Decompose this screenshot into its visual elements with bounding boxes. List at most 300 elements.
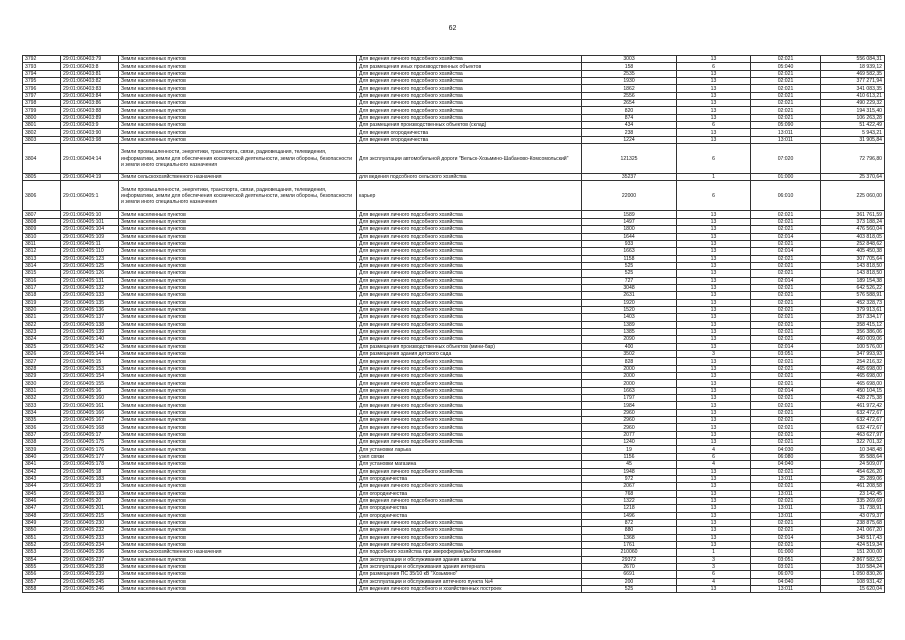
area-cell: 1984 (582, 402, 677, 409)
zone-cell: 13 (677, 475, 751, 482)
cadastral-value-cell: 43 079,37 (821, 512, 885, 519)
zone-cell: 13 (677, 262, 751, 269)
row-number-cell: 3845 (23, 490, 61, 497)
zone-cell: 13 (677, 387, 751, 394)
area-cell: 2960 (582, 417, 677, 424)
cadastral-number-cell: 29:01:060403:86 (61, 100, 119, 107)
row-number-cell: 3819 (23, 299, 61, 306)
use-code-cell: 01:000 (751, 549, 821, 556)
land-category-cell: Земли населенных пунктов (119, 299, 357, 306)
use-code-cell: 02:014 (751, 343, 821, 350)
cadastral-value-cell: 23 142,45 (821, 490, 885, 497)
area-cell: 2000 (582, 365, 677, 372)
permitted-use-cell: Для ведения личного подсобного хозяйства (357, 262, 582, 269)
zone-cell: 13 (677, 306, 751, 313)
land-category-cell: Земли населенных пунктов (119, 395, 357, 402)
use-code-cell: 02:021 (751, 527, 821, 534)
cadastral-number-cell: 29:01:060405:110 (61, 248, 119, 255)
area-cell: 1385 (582, 328, 677, 335)
use-code-cell: 02:021 (751, 468, 821, 475)
table-row (23, 534, 885, 541)
row-number-cell: 3853 (23, 549, 61, 556)
land-category-cell: Земли населенных пунктов (119, 475, 357, 482)
table-row (23, 424, 885, 431)
zone-cell: 13 (677, 100, 751, 107)
cadastral-value-cell: 225 060,00 (821, 181, 885, 211)
permitted-use-cell: узел связи (357, 453, 582, 460)
cadastral-number-cell: 29:01:060405:193 (61, 490, 119, 497)
use-code-cell: 01:000 (751, 174, 821, 181)
cadastral-number-cell: 29:01:060405:238 (61, 563, 119, 570)
use-code-cell: 02:021 (751, 395, 821, 402)
land-category-cell: Земли населенных пунктов (119, 314, 357, 321)
cadastral-number-cell: 29:01:060405:19 (61, 483, 119, 490)
use-code-cell: 13:011 (751, 512, 821, 519)
permitted-use-cell: Для ведения личного подсобного хозяйства (357, 211, 582, 218)
row-number-cell: 3812 (23, 248, 61, 255)
use-code-cell: 02:014 (751, 233, 821, 240)
permitted-use-cell: Для ведения личного подсобного хозяйства (357, 483, 582, 490)
table-row (23, 541, 885, 548)
area-cell: 2090 (582, 336, 677, 343)
area-cell: 1403 (582, 314, 677, 321)
use-code-cell: 02:021 (751, 306, 821, 313)
area-cell: 1158 (582, 255, 677, 262)
land-category-cell: Земли населенных пунктов (119, 578, 357, 585)
cadastral-value-cell: 450 104,15 (821, 387, 885, 394)
land-category-cell: Земли населенных пунктов (119, 586, 357, 593)
use-code-cell: 02:021 (751, 358, 821, 365)
cadastral-number-cell: 29:01:060405:18 (61, 468, 119, 475)
permitted-use-cell: Для ведения личного подсобного хозяйства (357, 233, 582, 240)
table-row (23, 129, 885, 136)
cadastral-value-cell: 576 588,91 (821, 292, 885, 299)
table-row (23, 351, 885, 358)
row-number-cell: 3816 (23, 277, 61, 284)
land-category-cell: Земли промышленности, энергетики, транспорта, связи, радиовещания, телевидения, информатики, земли для обеспечения космической деятельности, земли обороны, безопасности и земли иного специального назначения (119, 144, 357, 174)
land-registry-table (22, 55, 885, 593)
cadastral-value-cell: 373 188,24 (821, 218, 885, 225)
row-number-cell: 3800 (23, 114, 61, 121)
land-category-cell: Земли населенных пунктов (119, 468, 357, 475)
cadastral-number-cell: 29:01:060405:133 (61, 292, 119, 299)
area-cell: 1862 (582, 85, 677, 92)
cadastral-number-cell: 29:01:060405:230 (61, 519, 119, 526)
zone-cell: 13 (677, 233, 751, 240)
permitted-use-cell: Для подсобного хозяйства при звероферме/рыбопитомнике (357, 549, 582, 556)
permitted-use-cell: Для размещения производственных объектов (склад) (357, 122, 582, 129)
cadastral-value-cell: 465 698,00 (821, 365, 885, 372)
use-code-cell: 06:070 (751, 571, 821, 578)
table-row (23, 328, 885, 335)
area-cell: 45 (582, 461, 677, 468)
permitted-use-cell: Для ведения личного подсобного хозяйства (357, 114, 582, 121)
cadastral-value-cell: 307 705,64 (821, 255, 885, 262)
use-code-cell: 07:020 (751, 144, 821, 174)
area-cell: 2670 (582, 563, 677, 570)
permitted-use-cell: Для ведения личного подсобного хозяйства (357, 56, 582, 63)
area-cell: 1663 (582, 387, 677, 394)
land-category-cell: Земли населенных пунктов (119, 321, 357, 328)
area-cell: 1920 (582, 299, 677, 306)
zone-cell: 13 (677, 321, 751, 328)
zone-cell: 13 (677, 218, 751, 225)
table-row (23, 578, 885, 585)
land-category-cell: Земли населенных пунктов (119, 563, 357, 570)
use-code-cell: 02:021 (751, 380, 821, 387)
table-row (23, 292, 885, 299)
area-cell: 820 (582, 107, 677, 114)
permitted-use-cell: Для ведения личного подсобного хозяйства (357, 358, 582, 365)
row-number-cell: 3834 (23, 409, 61, 416)
cadastral-number-cell: 29:01:060405:135 (61, 299, 119, 306)
zone-cell: 13 (677, 299, 751, 306)
zone-cell: 13 (677, 56, 751, 63)
land-category-cell: Земли населенных пунктов (119, 226, 357, 233)
area-cell: 19 (582, 446, 677, 453)
land-category-cell: Земли населенных пунктов (119, 284, 357, 291)
cadastral-value-cell: 465 698,00 (821, 373, 885, 380)
table-row (23, 512, 885, 519)
table-row (23, 56, 885, 63)
cadastral-number-cell: 29:01:060405:136 (61, 306, 119, 313)
cadastral-number-cell: 29:01:060405:183 (61, 475, 119, 482)
cadastral-value-cell: 254 216,32 (821, 358, 885, 365)
permitted-use-cell: Для ведения личного подсобного хозяйства (357, 314, 582, 321)
table-row (23, 343, 885, 350)
table-row (23, 114, 885, 121)
area-cell: 1156 (582, 453, 677, 460)
cadastral-value-cell: 347 993,93 (821, 351, 885, 358)
area-cell: 1797 (582, 395, 677, 402)
cadastral-number-cell: 29:01:060403:88 (61, 107, 119, 114)
cadastral-value-cell: 106 263,28 (821, 114, 885, 121)
area-cell: 2960 (582, 424, 677, 431)
land-category-cell: Земли населенных пунктов (119, 490, 357, 497)
cadastral-number-cell: 29:01:060405:15 (61, 358, 119, 365)
table-row (23, 181, 885, 211)
land-category-cell: Земли сельскохозяйственного назначения (119, 549, 357, 556)
permitted-use-cell: Для ведения личного подсобного хозяйства (357, 417, 582, 424)
cadastral-value-cell: 476 560,04 (821, 226, 885, 233)
zone-cell: 13 (677, 380, 751, 387)
zone-cell: 13 (677, 248, 751, 255)
cadastral-number-cell: 29:01:060405:153 (61, 365, 119, 372)
area-cell: 1930 (582, 78, 677, 85)
zone-cell: 13 (677, 136, 751, 143)
row-number-cell: 3832 (23, 395, 61, 402)
cadastral-number-cell: 29:01:060405:138 (61, 321, 119, 328)
zone-cell: 13 (677, 424, 751, 431)
cadastral-value-cell: 25 289,06 (821, 475, 885, 482)
row-number-cell: 3820 (23, 306, 61, 313)
cadastral-value-cell: 358 415,12 (821, 321, 885, 328)
zone-cell: 1 (677, 174, 751, 181)
area-cell: 1761 (582, 541, 677, 548)
land-category-cell: Земли населенных пунктов (119, 556, 357, 563)
table-row (23, 527, 885, 534)
table-row (23, 248, 885, 255)
use-code-cell: 05:090 (751, 122, 821, 129)
cadastral-value-cell: 31 738,91 (821, 505, 885, 512)
use-code-cell: 02:021 (751, 284, 821, 291)
row-number-cell: 3854 (23, 556, 61, 563)
land-category-cell: Земли населенных пунктов (119, 497, 357, 504)
land-category-cell: Земли населенных пунктов (119, 100, 357, 107)
table-row (23, 468, 885, 475)
use-code-cell: 04:030 (751, 446, 821, 453)
area-cell: 29372 (582, 556, 677, 563)
cadastral-number-cell: 29:01:060404:19 (61, 174, 119, 181)
table-row (23, 218, 885, 225)
use-code-cell: 13:011 (751, 136, 821, 143)
cadastral-value-cell: 357 334,17 (821, 314, 885, 321)
land-category-cell: Земли населенных пунктов (119, 56, 357, 63)
cadastral-value-cell: 463 627,97 (821, 431, 885, 438)
permitted-use-cell: Для ведения личного подсобного хозяйства (357, 439, 582, 446)
table-row (23, 226, 885, 233)
table-row (23, 387, 885, 394)
table-row (23, 255, 885, 262)
land-category-cell: Земли населенных пунктов (119, 248, 357, 255)
area-cell: 972 (582, 475, 677, 482)
cadastral-value-cell: 194 315,40 (821, 107, 885, 114)
zone-cell: 13 (677, 277, 751, 284)
land-category-cell: Земли населенных пунктов (119, 85, 357, 92)
permitted-use-cell: Для ведения личного подсобного хозяйства (357, 321, 582, 328)
use-code-cell: 02:014 (751, 277, 821, 284)
use-code-cell: 04:040 (751, 461, 821, 468)
cadastral-number-cell: 29:01:060405:166 (61, 409, 119, 416)
use-code-cell: 02:021 (751, 70, 821, 77)
permitted-use-cell: Для ведения личного подсобного хозяйства (357, 92, 582, 99)
row-number-cell: 3805 (23, 174, 61, 181)
cadastral-number-cell: 29:01:060403:79 (61, 56, 119, 63)
cadastral-number-cell: 29:01:060403:82 (61, 78, 119, 85)
area-cell: 874 (582, 114, 677, 121)
permitted-use-cell: Для ведения личного подсобного хозяйства (357, 85, 582, 92)
land-category-cell: Земли населенных пунктов (119, 365, 357, 372)
table-row (23, 211, 885, 218)
cadastral-number-cell: 29:01:060405:11 (61, 240, 119, 247)
land-category-cell: Земли населенных пунктов (119, 534, 357, 541)
permitted-use-cell: Для ведения личного подсобного хозяйства (357, 380, 582, 387)
permitted-use-cell: Для ведения личного подсобного хозяйства (357, 248, 582, 255)
table-row (23, 321, 885, 328)
table-row (23, 365, 885, 372)
cadastral-number-cell: 29:01:060405:131 (61, 277, 119, 284)
row-number-cell: 3824 (23, 336, 61, 343)
area-cell: 1496 (582, 512, 677, 519)
row-number-cell: 3841 (23, 461, 61, 468)
cadastral-value-cell: 108 931,42 (821, 578, 885, 585)
cadastral-value-cell: 310 584,24 (821, 563, 885, 570)
permitted-use-cell: Для ведения личного подсобного хозяйства (357, 299, 582, 306)
use-code-cell: 02:021 (751, 218, 821, 225)
cadastral-value-cell: 1 050 830,26 (821, 571, 885, 578)
zone-cell: 13 (677, 70, 751, 77)
cadastral-value-cell: 424 519,34 (821, 541, 885, 548)
cadastral-number-cell: 29:01:060405:178 (61, 461, 119, 468)
table-row (23, 475, 885, 482)
permitted-use-cell: Для ведения личного подсобного хозяйства (357, 100, 582, 107)
land-category-cell: Земли промышленности, энергетики, транспорта, связи, радиовещания, телевидения, информатики, земли для обеспечения космической деятельности, земли обороны, безопасности и земли иного специального назначения (119, 181, 357, 211)
use-code-cell: 06:080 (751, 453, 821, 460)
land-category-cell: Земли населенных пунктов (119, 336, 357, 343)
zone-cell: 4 (677, 578, 751, 585)
cadastral-number-cell: 29:01:060405:142 (61, 343, 119, 350)
row-number-cell: 3808 (23, 218, 61, 225)
cadastral-value-cell: 490 229,32 (821, 100, 885, 107)
table-row (23, 174, 885, 181)
use-code-cell: 02:021 (751, 314, 821, 321)
table-row (23, 519, 885, 526)
row-number-cell: 3855 (23, 563, 61, 570)
permitted-use-cell: Для ведения личного подсобного хозяйства (357, 395, 582, 402)
permitted-use-cell: Для эксплуатации и обслуживания здания интерната (357, 563, 582, 570)
use-code-cell: 02:021 (751, 78, 821, 85)
row-number-cell: 3839 (23, 446, 61, 453)
cadastral-number-cell: 29:01:060403:89 (61, 114, 119, 121)
cadastral-number-cell: 29:01:060405:104 (61, 226, 119, 233)
land-category-cell: Земли населенных пунктов (119, 78, 357, 85)
area-cell: 1368 (582, 534, 677, 541)
table-row (23, 240, 885, 247)
use-code-cell: 02:021 (751, 541, 821, 548)
land-category-cell: Земли населенных пунктов (119, 519, 357, 526)
use-code-cell: 02:021 (751, 483, 821, 490)
permitted-use-cell: Для размещения здания детского сада (357, 351, 582, 358)
land-category-cell: Земли населенных пунктов (119, 306, 357, 313)
cadastral-number-cell: 29:01:060405:160 (61, 395, 119, 402)
permitted-use-cell: Для ведения личного подсобного хозяйства (357, 468, 582, 475)
area-cell: 2000 (582, 380, 677, 387)
cadastral-value-cell: 410 613,21 (821, 92, 885, 99)
row-number-cell: 3795 (23, 78, 61, 85)
area-cell: 1224 (582, 136, 677, 143)
use-code-cell: 03:051 (751, 351, 821, 358)
row-number-cell: 3811 (23, 240, 61, 247)
table-row (23, 395, 885, 402)
zone-cell: 13 (677, 358, 751, 365)
area-cell: 1589 (582, 211, 677, 218)
row-number-cell: 3815 (23, 270, 61, 277)
cadastral-value-cell: 469 582,35 (821, 70, 885, 77)
zone-cell: 13 (677, 211, 751, 218)
use-code-cell: 02:021 (751, 107, 821, 114)
table-row (23, 586, 885, 593)
table-row (23, 556, 885, 563)
use-code-cell: 02:014 (751, 387, 821, 394)
use-code-cell: 02:021 (751, 409, 821, 416)
row-number-cell: 3858 (23, 586, 61, 593)
zone-cell: 13 (677, 336, 751, 343)
area-cell: 2000 (582, 373, 677, 380)
table-row (23, 277, 885, 284)
cadastral-value-cell: 452 328,73 (821, 299, 885, 306)
page-number: 62 (448, 25, 457, 32)
area-cell: 1240 (582, 439, 677, 446)
land-category-cell: Земли населенных пунктов (119, 453, 357, 460)
area-cell: 828 (582, 358, 677, 365)
cadastral-value-cell: 465 698,00 (821, 380, 885, 387)
permitted-use-cell: Для размещения производственных объектов (мини-бар) (357, 343, 582, 350)
table-row (23, 483, 885, 490)
permitted-use-cell: Для ведения личного подсобного хозяйства (357, 409, 582, 416)
zone-cell: 13 (677, 519, 751, 526)
permitted-use-cell: Для ведения личного подсобного хозяйства (357, 431, 582, 438)
zone-cell: 13 (677, 483, 751, 490)
permitted-use-cell: Для ведения личного подсобного хозяйства (357, 277, 582, 284)
row-number-cell: 3829 (23, 373, 61, 380)
table-row (23, 233, 885, 240)
table-row (23, 314, 885, 321)
cadastral-number-cell: 29:01:060403:81 (61, 70, 119, 77)
cadastral-number-cell: 29:01:060405:126 (61, 270, 119, 277)
land-category-cell: Земли населенных пунктов (119, 136, 357, 143)
row-number-cell: 3794 (23, 70, 61, 77)
use-code-cell: 02:021 (751, 373, 821, 380)
land-category-cell: Земли населенных пунктов (119, 409, 357, 416)
cadastral-number-cell: 29:01:060405:155 (61, 380, 119, 387)
use-code-cell: 13:011 (751, 586, 821, 593)
table-row (23, 144, 885, 174)
area-cell: 200 (582, 578, 677, 585)
table-row (23, 439, 885, 446)
land-category-cell: Земли населенных пунктов (119, 527, 357, 534)
permitted-use-cell: Для ведения личного подсобного хозяйства (357, 292, 582, 299)
land-category-cell: Земли населенных пунктов (119, 505, 357, 512)
row-number-cell: 3826 (23, 351, 61, 358)
area-cell: 6691 (582, 571, 677, 578)
use-code-cell: 02:021 (751, 85, 821, 92)
use-code-cell: 02:021 (751, 255, 821, 262)
land-category-cell: Земли населенных пунктов (119, 373, 357, 380)
permitted-use-cell: Для ведения личного подсобного хозяйства (357, 402, 582, 409)
cadastral-value-cell: 405 450,38 (821, 248, 885, 255)
row-number-cell: 3849 (23, 519, 61, 526)
row-number-cell: 3804 (23, 144, 61, 174)
cadastral-value-cell: 322 701,32 (821, 439, 885, 446)
cadastral-value-cell: 556 084,31 (821, 56, 885, 63)
use-code-cell: 02:021 (751, 292, 821, 299)
table-row (23, 284, 885, 291)
permitted-use-cell: Для эксплуатации автомобильной дороги "Вельск-Хозьмино-Шабаново-Комсомольский" (357, 144, 582, 174)
permitted-use-cell: Для ведения огородничества (357, 136, 582, 143)
table-row (23, 417, 885, 424)
zone-cell: 13 (677, 240, 751, 247)
cadastral-number-cell: 29:01:060405:16 (61, 387, 119, 394)
use-code-cell: 02:021 (751, 439, 821, 446)
zone-cell: 13 (677, 92, 751, 99)
row-number-cell: 3830 (23, 380, 61, 387)
permitted-use-cell: Для ведения личного подсобного хозяйства (357, 541, 582, 548)
cadastral-number-cell: 29:01:060405:175 (61, 439, 119, 446)
row-number-cell: 3840 (23, 453, 61, 460)
row-number-cell: 3793 (23, 63, 61, 70)
table-row (23, 358, 885, 365)
cadastral-number-cell: 29:01:060405:236 (61, 549, 119, 556)
zone-cell: 13 (677, 534, 751, 541)
area-cell: 933 (582, 240, 677, 247)
zone-cell: 6 (677, 453, 751, 460)
zone-cell: 13 (677, 292, 751, 299)
cadastral-value-cell: 151 200,00 (821, 549, 885, 556)
use-code-cell: 02:021 (751, 92, 821, 99)
row-number-cell: 3796 (23, 85, 61, 92)
cadastral-number-cell: 29:01:060403:90 (61, 129, 119, 136)
row-number-cell: 3799 (23, 107, 61, 114)
